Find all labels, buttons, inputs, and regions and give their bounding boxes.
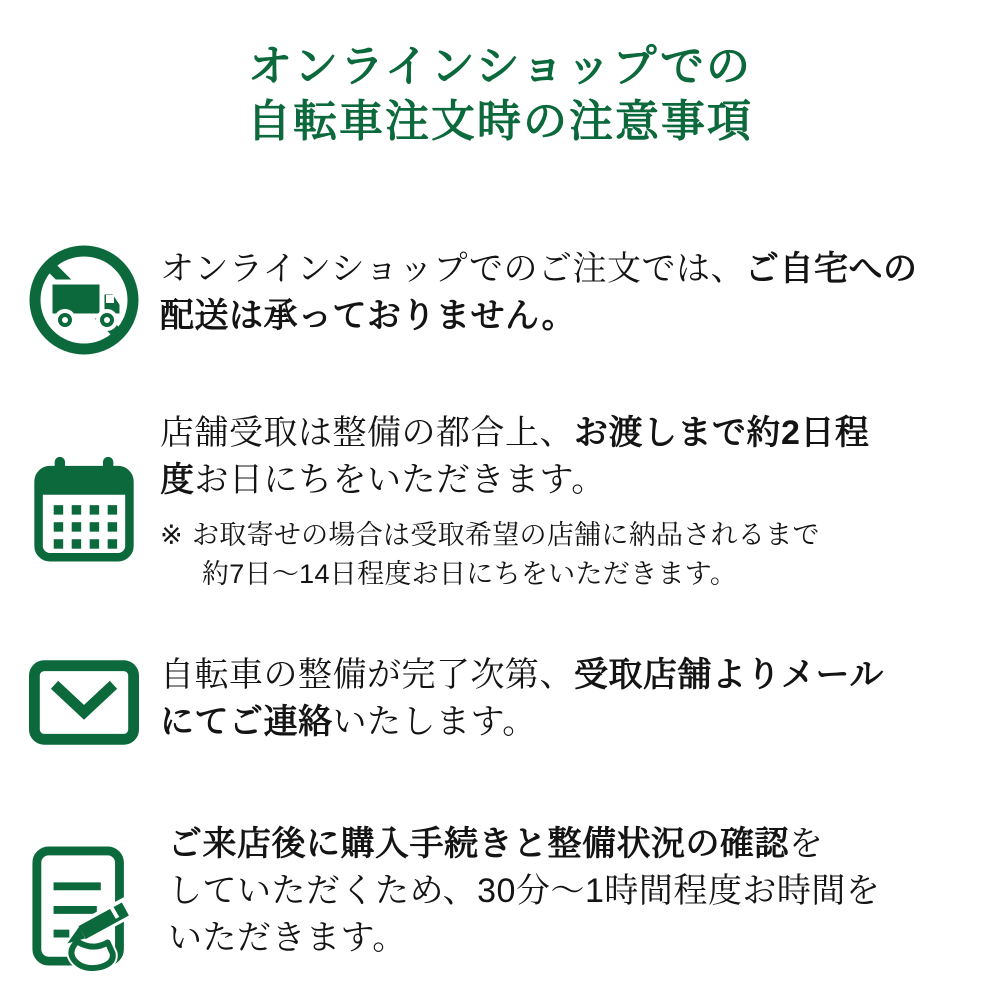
section-pickup-lead-time	[28, 410, 1000, 594]
section-text-col	[160, 410, 869, 594]
section-text-col	[160, 246, 917, 340]
section-text-col	[168, 821, 880, 962]
page-title	[0, 0, 1000, 149]
mail-envelope-icon	[28, 660, 140, 745]
section-no-home-delivery	[28, 246, 1000, 356]
backorder-note	[160, 516, 869, 594]
calendar-icon	[28, 453, 140, 563]
note-lines	[192, 516, 820, 594]
page-title-line-2: 自転車注文時の注意事項	[247, 96, 753, 146]
note-marker: ※	[160, 519, 183, 550]
section-in-store-procedure-text: ご来店後に購入手続きと整備状況の確認を していただくため、30分〜1時間程度お時間を いただきます。	[168, 825, 881, 958]
page-title-line-1: オンラインショップでの	[247, 42, 753, 91]
section-email-notification-text: 自転車の整備が完了次第、受取店舗よりメール にてご連絡いたします。	[160, 655, 884, 741]
section-no-home-delivery-text: オンラインショップでのご注文では、ご自宅への 配送は承っておりません。	[160, 250, 918, 335]
section-email-notification	[28, 652, 1000, 746]
section-text-col	[160, 652, 884, 746]
section-in-store-procedure	[28, 821, 1000, 971]
note-line-2: 約7日〜14日程度お日にちをいただきます。	[201, 558, 738, 589]
notice-sections	[0, 246, 1000, 971]
signing-document-icon	[28, 845, 148, 971]
no-home-delivery-truck-icon	[28, 244, 140, 356]
note-line-1: お取寄せの場合は受取希望の店舗に納品されるまで	[191, 519, 820, 550]
section-pickup-lead-time-text: 店舗受取は整備の都合上、お渡しまで約2日程 度お日にちをいただきます。	[160, 414, 870, 499]
